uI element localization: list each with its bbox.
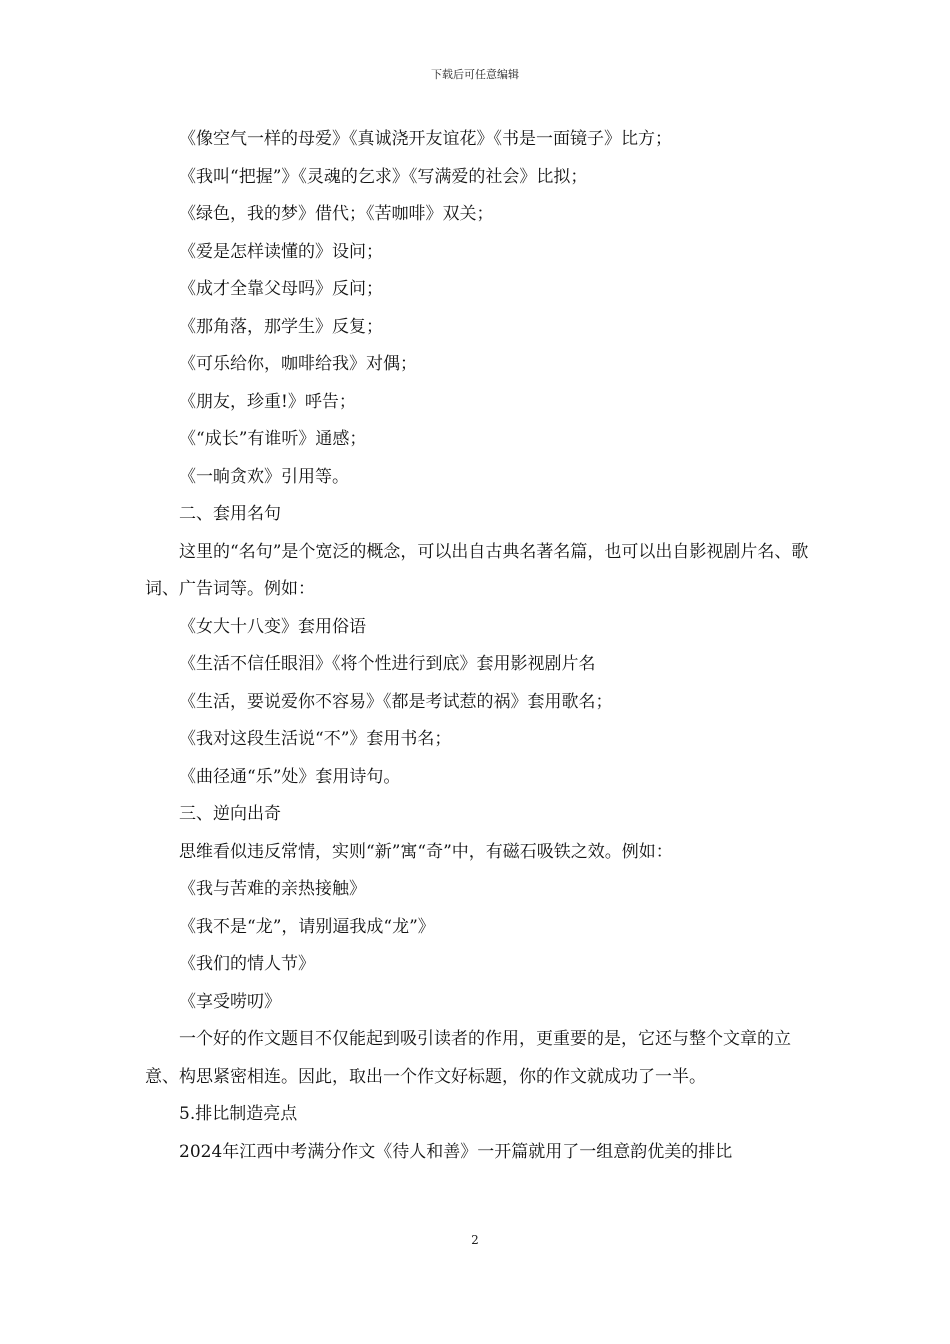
paragraph: 《我与苦难的亲热接触》 (179, 879, 366, 899)
paragraph: 《那角落，那学生》反复； (179, 316, 383, 337)
section-heading: 三、逆向出奇 (179, 804, 281, 824)
paragraph: 一个好的作文题目不仅能起到吸引读者的作用，更重要的是，它还与整个文章的立意、构思紧密相连。因此，取出一个作文好标题，你的作文就成功了一半。 (145, 1029, 791, 1087)
paragraph: 《成才全靠父母吗》反问； (179, 279, 383, 299)
paragraph: 2024年江西中考满分作文《待人和善》一开篇就用了一组意韵优美的排比 (179, 1141, 733, 1162)
paragraph: 这里的“名句”是个宽泛的概念，可以出自古典名著名篇，也可以出自影视剧片名、歌词、广告词等。例如： (145, 541, 809, 599)
section-heading: 5.排比制造亮点 (179, 1104, 298, 1124)
section-heading: 二、套用名句 (179, 504, 281, 524)
paragraph: 《我们的情人节》 (179, 954, 315, 974)
paragraph: 《一晌贪欢》引用等。 (179, 466, 349, 487)
paragraph: 《曲径通“乐”处》套用诗句。 (179, 766, 401, 787)
paragraph: 《朋友，珍重!》呼告； (179, 391, 356, 412)
paragraph: 《爱是怎样读懂的》设问； (179, 241, 383, 262)
page-header-note: 下载后可任意编辑 (431, 68, 519, 81)
paragraph: 《我叫“把握”》《灵魂的乞求》《写满爱的社会》比拟； (179, 166, 588, 187)
paragraph: 《“成长”有谁听》通感； (179, 429, 367, 449)
paragraph: 《我对这段生活说“不”》套用书名； (179, 729, 452, 749)
paragraph: 思维看似违反常情，实则“新”寓“奇”中，有磁石吸铁之效。例如： (179, 841, 673, 862)
paragraph: 《生活不信任眼泪》《将个性进行到底》套用影视剧片名 (179, 654, 596, 674)
paragraph: 《生活，要说爱你不容易》《都是考试惹的祸》套用歌名； (179, 691, 613, 712)
page-number: 2 (471, 1233, 479, 1247)
paragraph: 《可乐给你，咖啡给我》对偶； (179, 354, 417, 374)
document-body (145, 121, 810, 1171)
paragraph: 《我不是“龙”，请别逼我成“龙”》 (179, 916, 435, 937)
paragraph: 《绿色，我的梦》借代；《苦咖啡》双关； (179, 204, 494, 224)
paragraph: 《像空气一样的母爱》《真诚浇开友谊花》《书是一面镜子》比方； (179, 129, 672, 149)
paragraph: 《享受唠叨》 (179, 991, 281, 1012)
paragraph: 《女大十八变》套用俗语 (179, 616, 366, 637)
